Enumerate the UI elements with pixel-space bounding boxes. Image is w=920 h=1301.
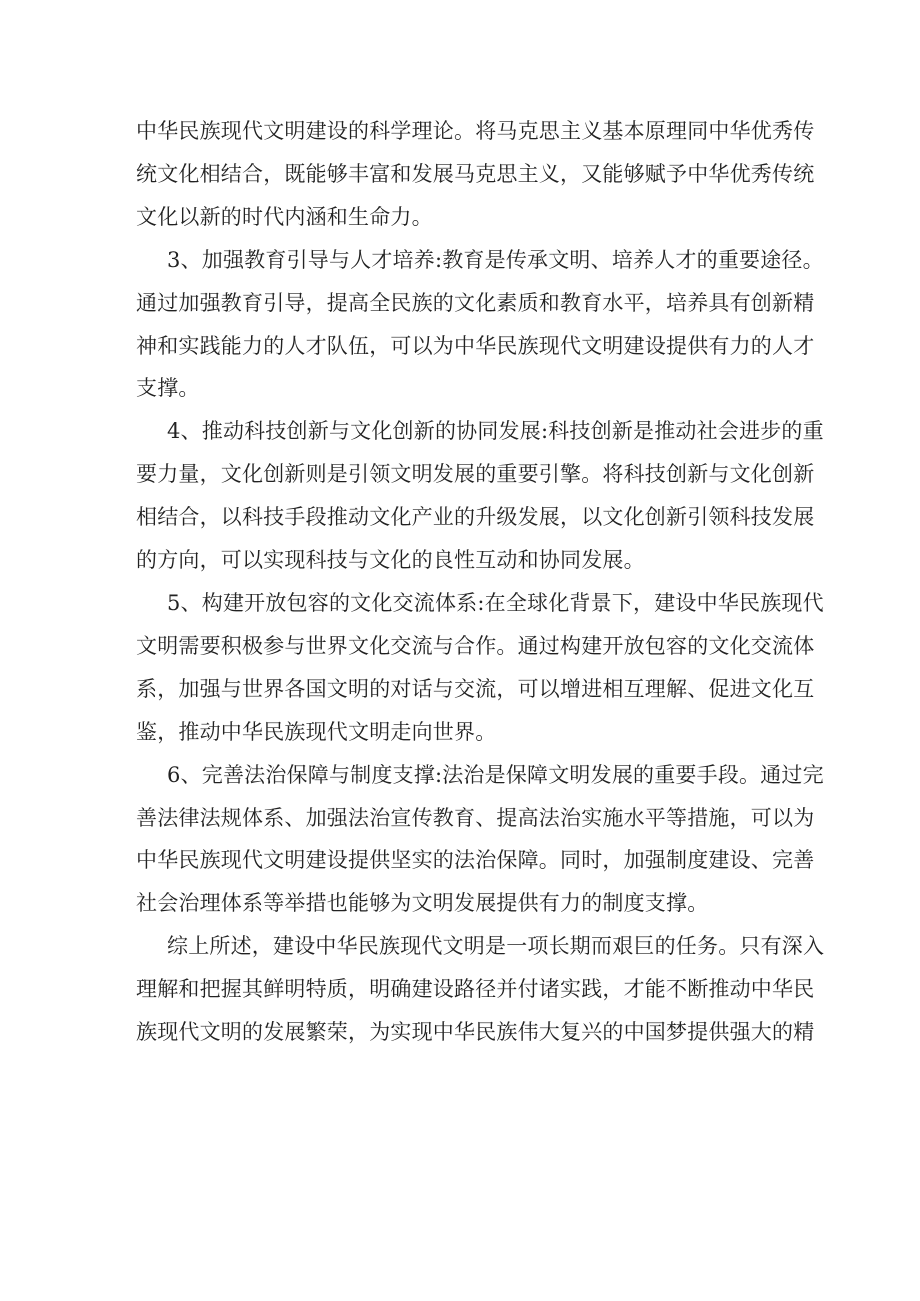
text-line: 系，加强与世界各国文明的对话与交流，可以增进相互理解、促进文化互 — [136, 676, 815, 701]
text-line: 理解和把握其鲜明特质，明确建设路径并付诸实践，才能不断推动中华民 — [136, 977, 815, 1002]
text-line: 中华民族现代文明建设提供坚实的法治保障。同时，加强制度建设、完善 — [136, 848, 815, 873]
text-line: 6、完善法治保障与制度支撑:法治是保障文明发展的重要手段。通过完 — [167, 762, 824, 787]
paragraph-summary — [136, 925, 825, 1054]
paragraph-rule-of-law — [136, 754, 824, 926]
paragraph-intro-continued — [136, 110, 815, 239]
text-line: 的方向，可以实现科技与文化的良性互动和协同发展。 — [136, 548, 645, 573]
text-line: 通过加强教育引导，提高全民族的文化素质和教育水平，培养具有创新精 — [136, 290, 815, 315]
document-body — [136, 110, 825, 1054]
text-line: 5、构建开放包容的文化交流体系:在全球化背景下，建设中华民族现代 — [167, 590, 824, 615]
text-line: 中华民族现代文明建设的科学理论。将马克思主义基本原理同中华优秀传 — [136, 119, 815, 143]
text-line: 神和实践能力的人才队伍，可以为中华民族现代文明建设提供有力的人才 — [136, 333, 815, 358]
text-line: 要力量，文化创新则是引领文明发展的重要引擎。将科技创新与文化创新 — [136, 462, 815, 487]
paragraph-tech-innovation — [136, 410, 824, 582]
text-line: 鉴，推动中华民族现代文明走向世界。 — [136, 719, 497, 744]
text-line: 相结合，以科技手段推动文化产业的升级发展，以文化创新引领科技发展 — [136, 505, 815, 530]
text-line: 文明需要积极参与世界文化交流与合作。通过构建开放包容的文化交流体 — [136, 633, 815, 658]
text-line: 4、推动科技创新与文化创新的协同发展:科技创新是推动社会进步的重 — [167, 419, 824, 444]
text-line: 支撑。 — [136, 376, 200, 401]
text-line: 族现代文明的发展繁荣，为实现中华民族伟大复兴的中国梦提供强大的精 — [136, 1020, 815, 1045]
text-line: 文化以新的时代内涵和生命力。 — [136, 204, 433, 229]
text-line: 社会治理体系等举措也能够为文明发展提供有力的制度支撑。 — [136, 891, 709, 916]
text-line: 综上所述，建设中华民族现代文明是一项长期而艰巨的任务。只有深入 — [167, 934, 825, 959]
paragraph-cultural-exchange — [136, 582, 824, 754]
text-line: 统文化相结合，既能够丰富和发展马克思主义，又能够赋予中华优秀传统 — [136, 161, 815, 186]
paragraph-education — [136, 239, 824, 411]
text-line: 3、加强教育引导与人才培养:教育是传承文明、培养人才的重要途径。 — [167, 247, 824, 272]
text-line: 善法律法规体系、加强法治宣传教育、提高法治实施水平等措施，可以为 — [136, 805, 815, 830]
